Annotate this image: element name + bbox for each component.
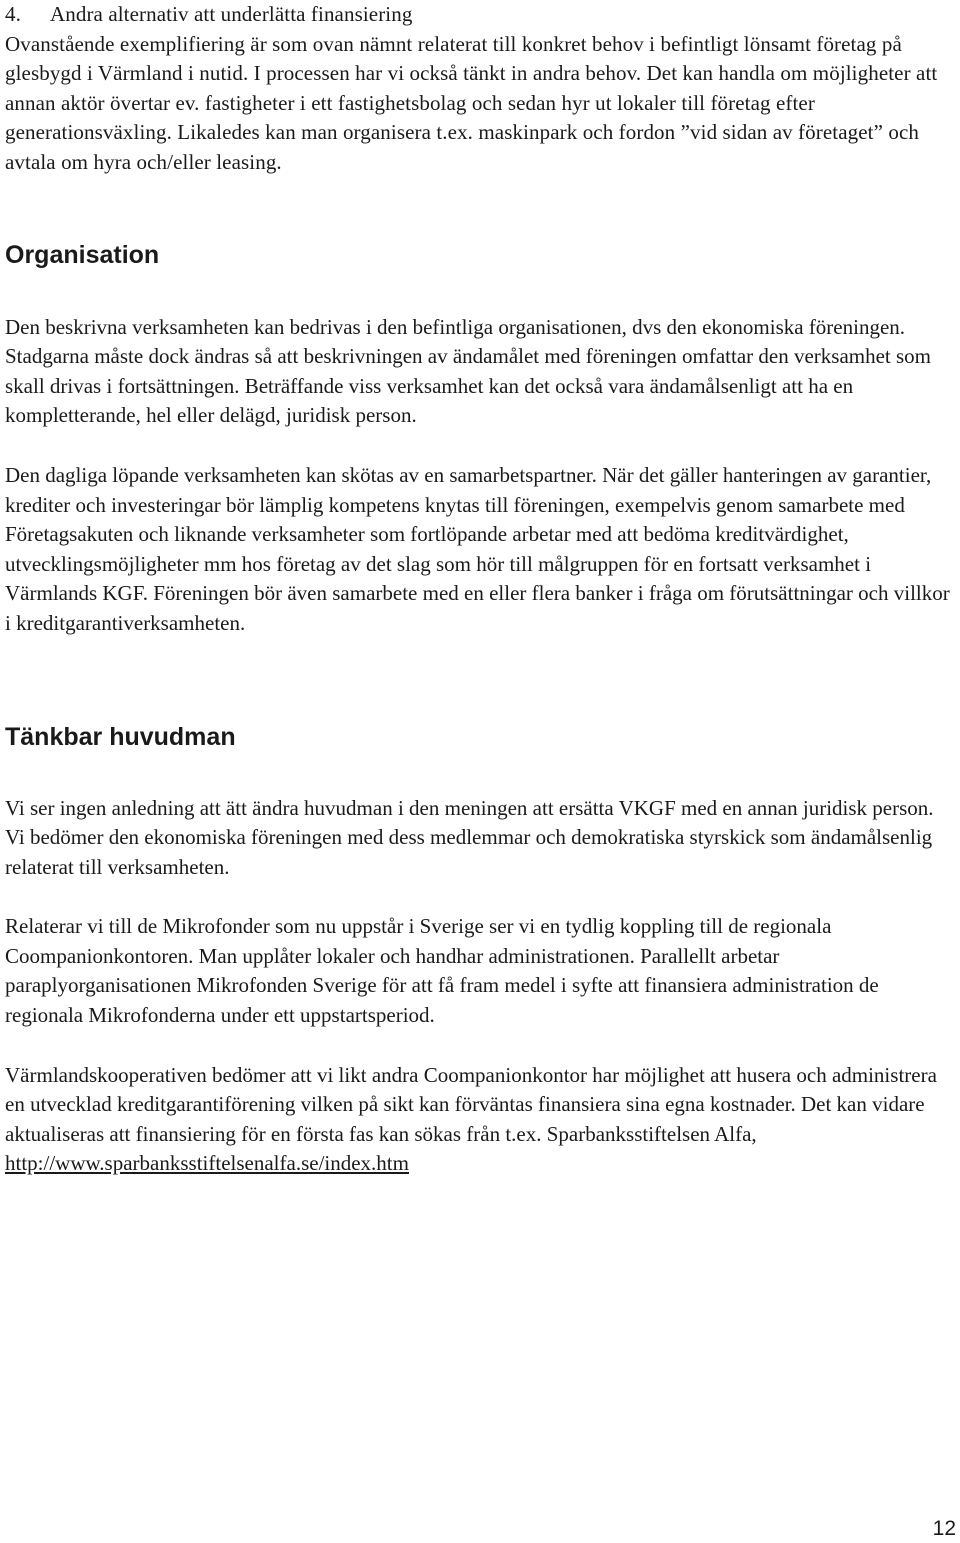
- page-number: 12: [932, 1517, 956, 1540]
- heading-organisation: Organisation: [5, 240, 160, 269]
- sparbanksstiftelsen-link[interactable]: http://www.sparbanksstiftelsenalfa.se/index.htm: [5, 1151, 409, 1176]
- huvudman-paragraph-1: Vi ser ingen anledning att ätt ändra huvudman i den meningen att ersätta VKGF med en annan juridisk person. Vi bedömer den ekonomiska föreningen med dess medlemmar och demokratiska styrskick som ändamålsenlig relaterat till verksamheten.: [5, 795, 934, 879]
- document-page: [5, 0, 955, 1179]
- huvudman-paragraph-2: Relaterar vi till de Mikrofonder som nu uppstår i Sverige ser vi en tydlig koppling till de regionala Coompanionkontoren. Man upplåter lokaler och handhar administrationen. Parallellt arbetar paraplyorganisationen Mikrofonden Sverige för att få fram medel i syfte att finansiera administration de regionala Mikrofonderna under ett uppstartsperiod.: [5, 914, 879, 1028]
- huvudman-paragraph-3: [5, 1061, 955, 1179]
- section-4-title: [5, 0, 955, 30]
- organisation-paragraph-2: Den dagliga löpande verksamheten kan skötas av en samarbetspartner. När det gäller hanteringen av garantier, krediter och investeringar bör lämplig kompetens knytas till föreningen, exempelvis genom samarbete med Företagsakuten och liknande verksamheter som fortlöpande arbetar med att bedöma kreditvärdighet, utvecklingsmöjligheter mm hos företag av det slag som hör till målgruppen för en fortsatt verksamhet i Värmlands KGF. Föreningen bör även samarbete med en eller flera banker i fråga om förutsättningar och villkor i kreditgarantiverksamheten.: [5, 462, 950, 635]
- section-4-paragraph: Ovanstående exemplifiering är som ovan nämnt relaterat till konkret behov i befintligt lönsamt företag på glesbygd i Värmland i nutid. I processen har vi också tänkt in andra behov. Det kan handla om möjligheter att annan aktör övertar ev. fastigheter i ett fastighetsbolag och sedan hyr ut lokaler till företag efter generationsväxling. Likaledes kan man organisera t.ex. maskinpark och fordon ”vid sidan av företaget” och avtala om hyra och/eller leasing.: [5, 31, 938, 174]
- huvudman-paragraph-3-text: Värmlandskooperativen bedömer att vi likt andra Coompanionkontor har möjlighet att husera och administrera en utvecklad kreditgarantiförening vilken på sikt kan förväntas finansiera sina egna kostnader. Det kan vidare aktualiseras att finansiering för en första fas kan sökas från t.ex. Sparbanksstiftelsen Alfa,: [5, 1062, 937, 1146]
- organisation-paragraph-1: Den beskrivna verksamheten kan bedrivas i den befintliga organisationen, dvs den ekonomiska föreningen. Stadgarna måste dock ändras så att beskrivningen av ändamålet med föreningen omfattar den verksamhet som skall drivas i fortsättningen. Beträffande viss verksamhet kan det också vara ändamålsenligt att ha en kompletterande, hel eller delägd, juridisk person.: [5, 314, 932, 428]
- section-title: Andra alternativ att underlätta finansiering: [50, 2, 413, 26]
- section-number: 4.: [5, 2, 21, 26]
- heading-tankbar-huvudman: Tänkbar huvudman: [5, 722, 236, 751]
